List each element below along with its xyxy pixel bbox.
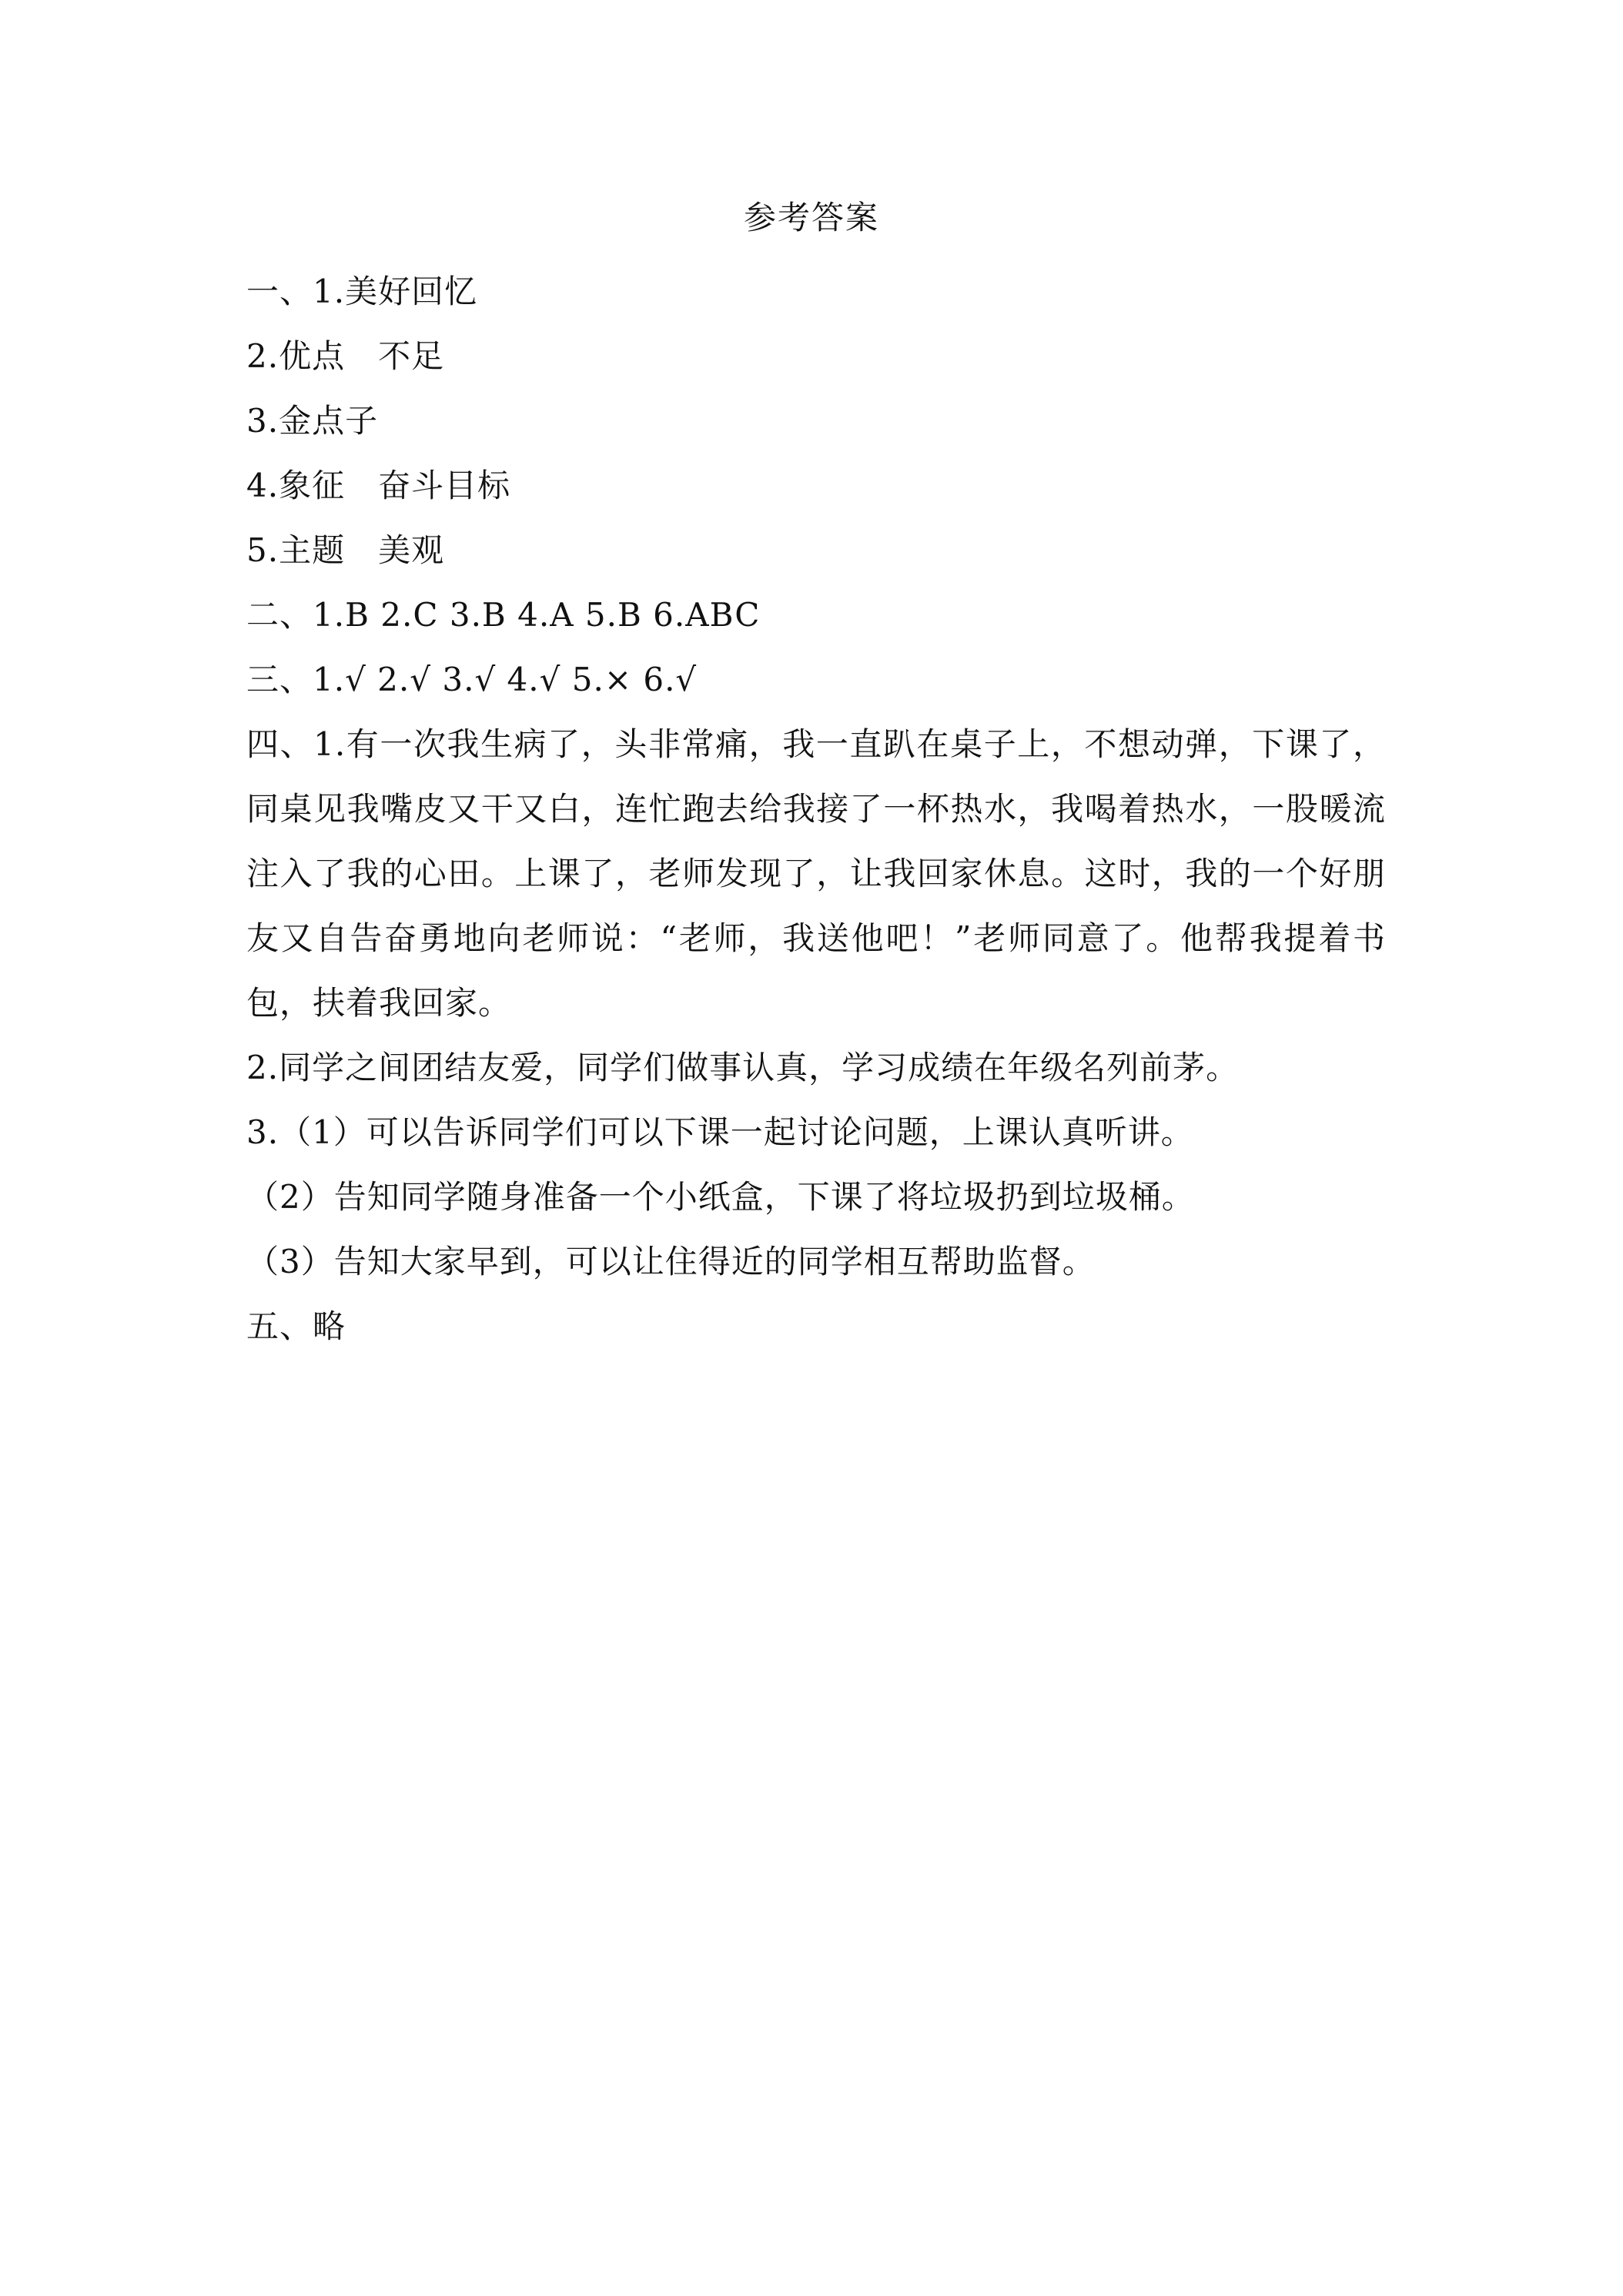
answer-content	[246, 259, 1386, 1359]
section-1-item-2: 2.优点 不足	[246, 337, 445, 375]
section-4-item-3-part-2: （2）告知同学随身准备一个小纸盒，下课了将垃圾扔到垃圾桶。	[246, 1178, 1195, 1216]
section-1-item-5: 5.主题 美观	[246, 531, 445, 569]
section-4-item-1: 四、1.有一次我生病了，头非常痛，我一直趴在桌子上，不想动弹，下课了，同桌见我嘴皮又干又白，连忙跑去给我接了一杯热水，我喝着热水，一股暖流注入了我的心田。上课了，老师发现了，让我回家休息。这时，我的一个好朋友又自告奋勇地向老师说：“老师，我送他吧！”老师同意了。他帮我提着书包，扶着我回家。	[246, 725, 1386, 1022]
section-4-item-3-part-3: （3）告知大家早到，可以让住得近的同学相互帮助监督。	[246, 1243, 1096, 1280]
page-title: 参考答案	[743, 199, 879, 236]
section-5-answer: 五、略	[246, 1307, 346, 1345]
section-1-item-3: 3.金点子	[246, 402, 379, 440]
section-2-answers: 二、1.B 2.C 3.B 4.A 5.B 6.ABC	[246, 596, 761, 634]
section-1-item-4: 4.象征 奋斗目标	[246, 467, 511, 504]
section-4-item-2: 2.同学之间团结友爱，同学们做事认真，学习成绩在年级名列前茅。	[246, 1049, 1240, 1086]
section-1-item-1: 一、1.美好回忆	[246, 273, 478, 310]
section-4-item-3-part-1: 3.（1）可以告诉同学们可以下课一起讨论问题，上课认真听讲。	[246, 1113, 1194, 1151]
section-3-answers: 三、1.√ 2.√ 3.√ 4.√ 5.× 6.√	[246, 661, 698, 698]
